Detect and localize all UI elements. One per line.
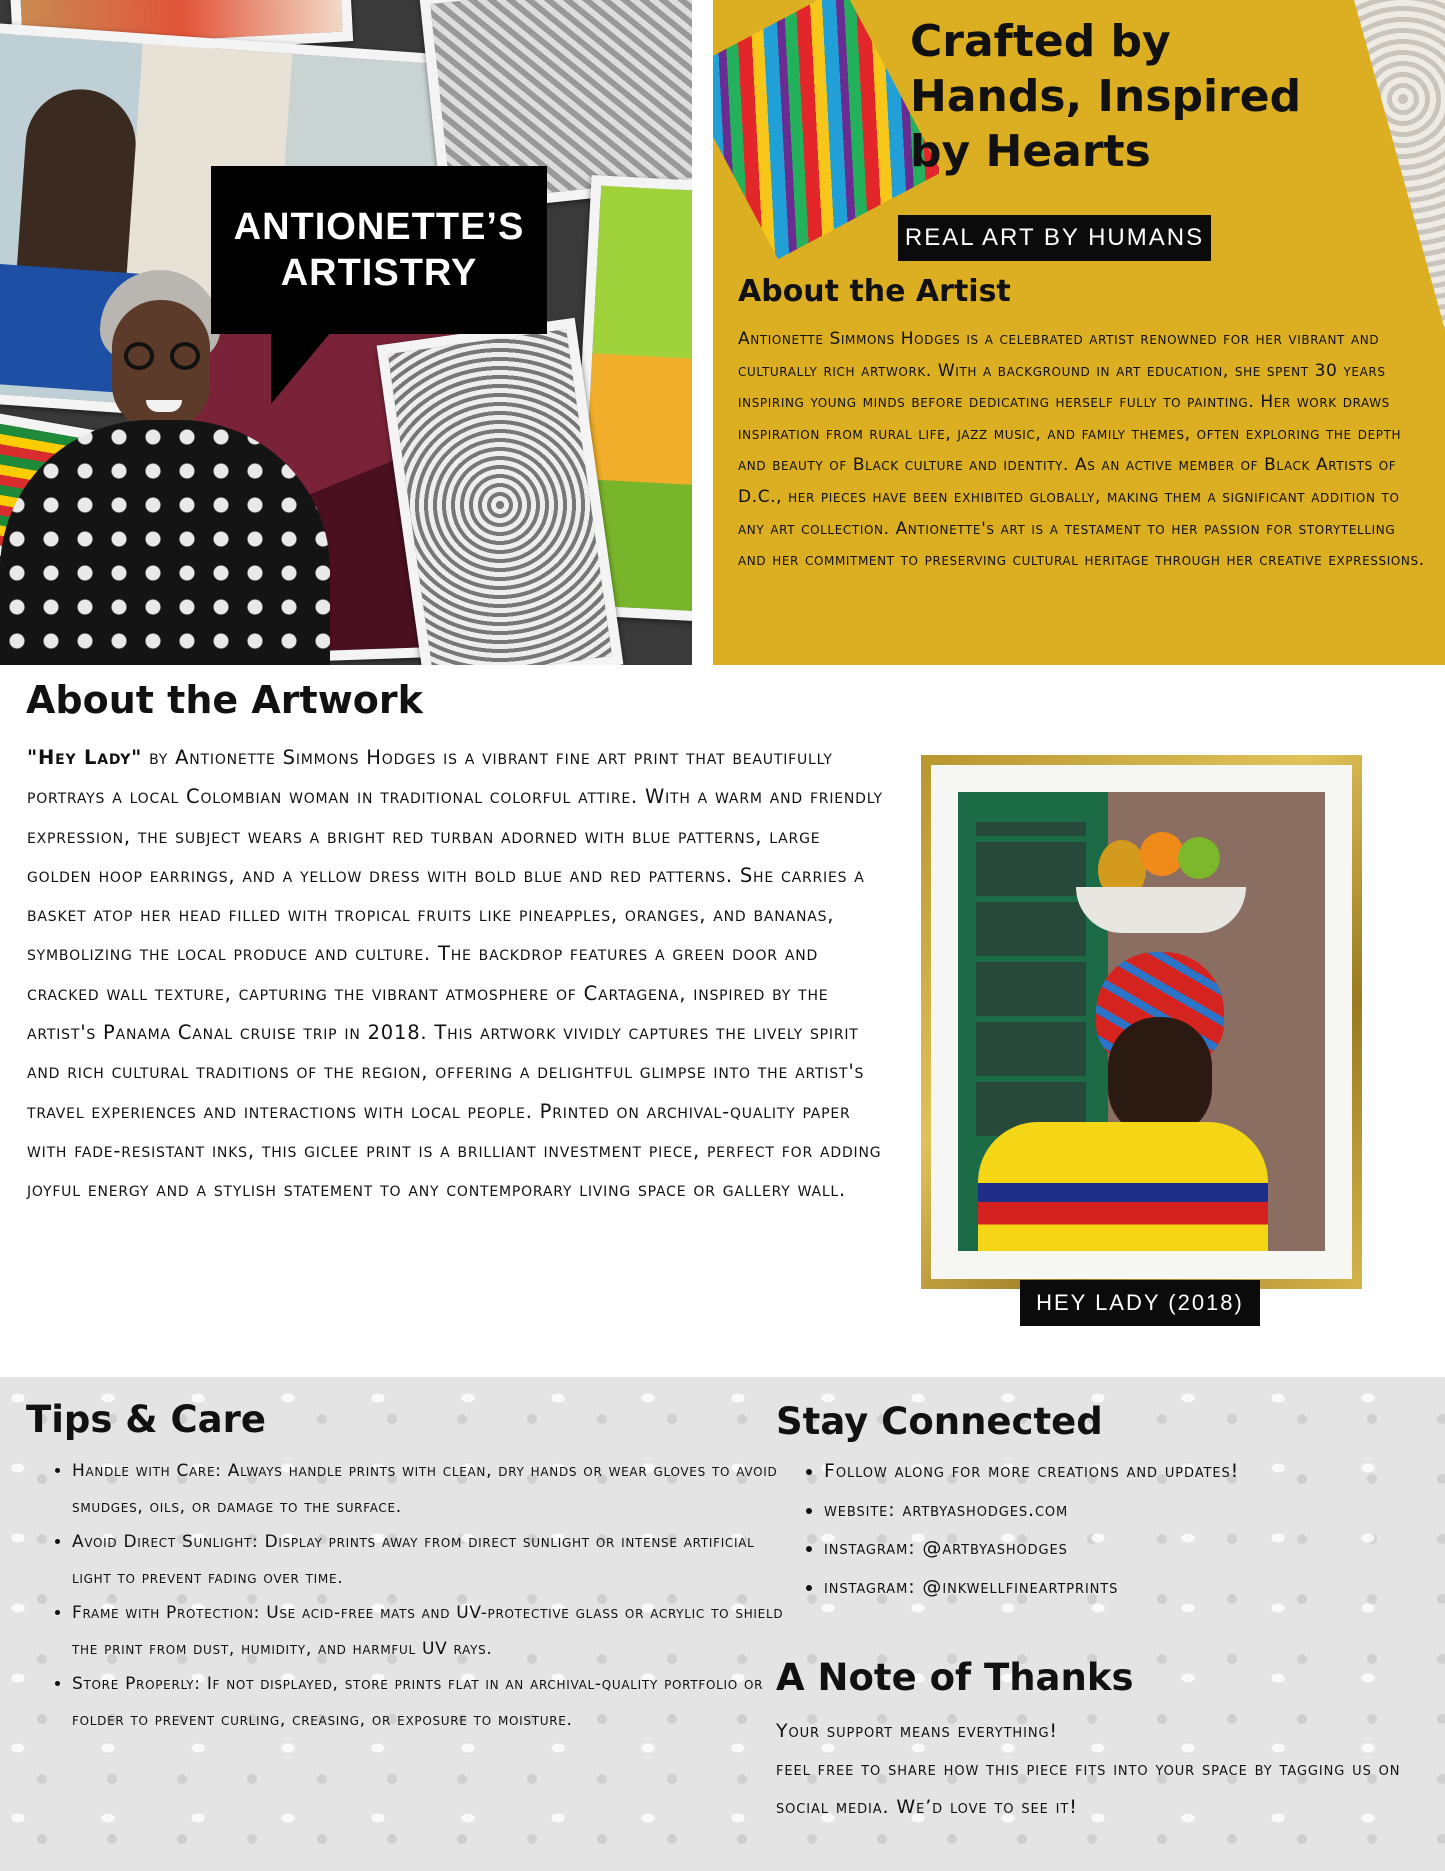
hey-lady-painting — [958, 792, 1325, 1251]
instagram-link[interactable]: • instagram: @artbyashodges — [824, 1529, 1324, 1568]
artwork-caption: HEY LADY (2018) — [1020, 1280, 1260, 1326]
framed-artwork — [921, 755, 1362, 1289]
stay-connected-heading: Stay Connected — [776, 1400, 1103, 1443]
hero-headline: Crafted by Hands, Inspired by Hearts — [910, 16, 1302, 177]
tips-care-heading: Tips & Care — [26, 1398, 266, 1441]
thanks-text — [776, 1712, 1416, 1826]
about-artist-text: Antionette Simmons Hodges is a celebrated artist renowned for her vibrant and culturally rich artwork. With a background in art education, she spent 30 years inspiring young minds before dedicating herself fully to painting. Her work draws inspiration from rural life, jazz music, and family themes, often exploring the depth and beauty of Black culture and identity. As an active member of Black Artists of D.C., her pieces have been exhibited globally, making them a significant addition to any art collection. Antionette's art is a testament to her passion for storytelling and her commitment to preserving cultural heritage through her creative expressions. — [738, 329, 1425, 571]
artist-photo-collage — [0, 0, 692, 665]
instagram-link[interactable]: • instagram: @inkwellfineartprints — [824, 1568, 1324, 1607]
website-link[interactable]: • website: artbyashodges.com — [824, 1491, 1324, 1530]
brand-name-line1: ANTIONETTE’S — [233, 206, 525, 248]
tips-list — [42, 1454, 792, 1738]
real-art-badge: REAL ART BY HUMANS — [898, 215, 1211, 261]
list-item: • Handle with Care: Always handle prints with clean, dry hands or wear gloves to avoid smudges, oils, or damage to the surface. — [72, 1454, 792, 1525]
glasses — [124, 342, 200, 372]
list-item: • Store Properly: If not displayed, store prints flat in an archival-quality portfolio or folder to prevent curling, creasing, or exposure to moisture. — [72, 1667, 792, 1738]
artwork-name: "Hey Lady" — [27, 746, 143, 769]
artwork-description: by Antionette Simmons Hodges is a vibrant fine art print that beautifully portrays a local Colombian woman in traditional colorful attire. With a warm and friendly expression, the subject wears a bright red turban adorned with blue patterns, large golden hoop earrings, and a yellow dress with bold blue and red patterns. She carries a basket atop her head filled with tropical fruits like pineapples, oranges, and bananas, symbolizing the local produce and culture. The backdrop features a green door and cracked wall texture, capturing the vibrant atmosphere of Cartagena, inspired by the artist's Panama Canal cruise trip in 2018. This artwork vividly captures the lively spirit and rich cultural traditions of the region, offering a delightful glimpse into the artist's travel experiences and interactions with local people. Printed on archival-quality paper with fade-resistant inks, this giclee print is a brilliant investment piece, perfect for adding joyful energy and a stylish statement to any contemporary living space or gallery wall. — [27, 746, 883, 1202]
list-item: • Avoid Direct Sunlight: Display prints away from direct sunlight or intense artificial light to prevent fading over time. — [72, 1525, 792, 1596]
list-item: • Frame with Protection: Use acid-free mats and UV-protective glass or acrylic to shield the print from dust, humidity, and harmful UV rays. — [72, 1596, 792, 1667]
about-artwork-text — [27, 738, 887, 1210]
thanks-heading: A Note of Thanks — [776, 1656, 1134, 1699]
about-artwork-heading: About the Artwork — [26, 678, 423, 722]
thanks-line: Your support means everything! — [776, 1720, 1058, 1742]
thanks-line: feel free to share how this piece fits into your space by tagging us on social media. We’d love to see it! — [776, 1758, 1401, 1818]
brand-speech-bubble — [211, 166, 547, 334]
about-artist-heading: About the Artist — [738, 274, 1011, 309]
list-item: • Follow along for more creations and updates! — [824, 1452, 1324, 1491]
hero-panel — [713, 0, 1445, 665]
connect-list — [794, 1452, 1324, 1606]
brand-name-line2: ARTISTRY — [280, 252, 478, 294]
